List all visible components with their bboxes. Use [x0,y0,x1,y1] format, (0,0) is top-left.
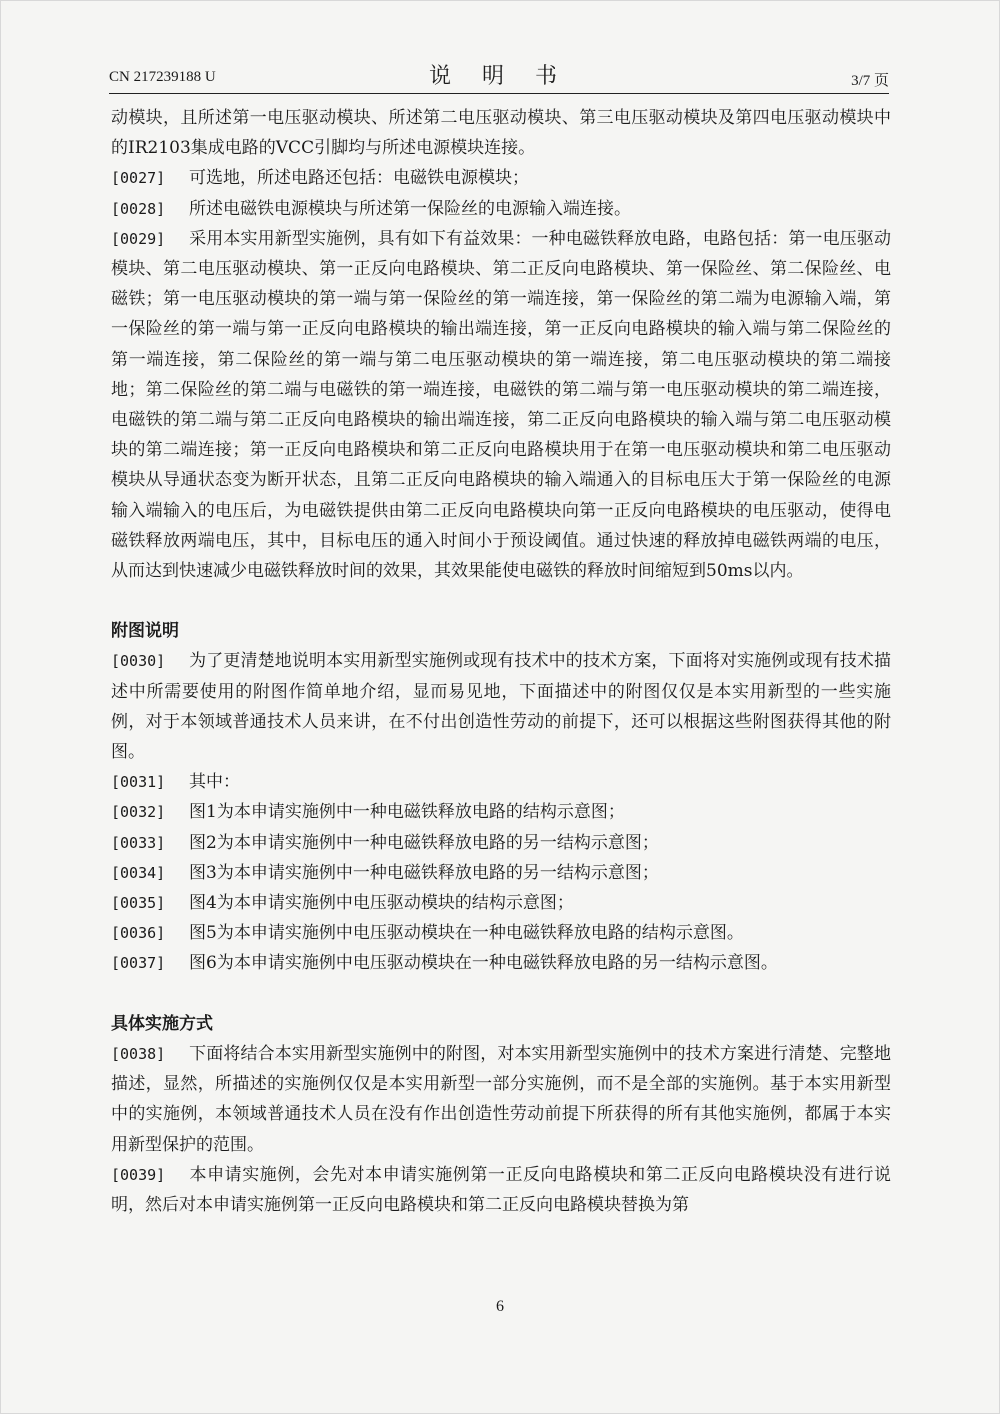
paragraph-number: [0027] [111,169,166,188]
paragraph-group [111,646,891,978]
paragraph-number: [0029] [111,229,166,248]
document-title: 说 明 书 [429,64,569,89]
paragraph-text: 可选地，所述电路还包括：电磁铁电源模块； [189,168,529,189]
numbered-paragraph [111,163,891,193]
paragraph-group [111,1039,891,1220]
section-heading-embodiments: 具体实施方式 [111,1013,213,1034]
page-reference: 3/7 页 [851,73,889,89]
numbered-paragraph [111,1039,891,1160]
paragraph-text: 下面将结合本实用新型实施例中的附图，对本实用新型实施例中的技术方案进行清楚、完整地描述，显然，所描述的实施例仅仅是本实用新型一部分实施例，而不是全部的实施例。基于本实用新型中的实施例，本领域普通技术人员在没有作出创造性劳动前提下所获得的所有其他实施例，都属于本实用新型保护的范围。 [111,1043,891,1155]
paragraph-text: 图1为本申请实施例中一种电磁铁释放电路的结构示意图； [189,802,625,823]
numbered-paragraph [111,888,891,918]
numbered-paragraph [111,858,891,888]
numbered-paragraph [111,828,891,858]
page-number: 6 [496,1298,504,1315]
paragraph-number: [0033] [111,833,166,852]
paragraph-number: [0032] [111,803,166,822]
paragraph-number: [0038] [111,1044,166,1063]
document-body [111,103,891,1220]
paragraph-number: [0037] [111,954,166,973]
paragraph-text: 图5为本申请实施例中电压驱动模块在一种电磁铁释放电路的结构示意图。 [189,923,744,944]
numbered-paragraph [111,194,891,224]
paragraph-text: 图3为本申请实施例中一种电磁铁释放电路的另一结构示意图； [189,862,659,883]
paragraph-number: [0035] [111,894,166,913]
paragraph-text: 本申请实施例，会先对本申请实施例第一正反向电路模块和第二正反向电路模块没有进行说明，然后对本申请实施例第一正反向电路模块和第二正反向电路模块替换为第 [111,1164,891,1215]
paragraph-number: [0028] [111,199,166,218]
paragraph-number: [0030] [111,652,166,671]
paragraph-group [111,163,891,586]
page-header [109,59,889,93]
paragraph-text: 为了更清楚地说明本实用新型实施例或现有技术中的技术方案，下面将对实施例或现有技术描述中所需要使用的附图作简单地介绍，显而易见地，下面描述中的附图仅仅是本实用新型的一些实施例，对于本领域普通技术人员来讲，在不付出创造性劳动的前提下，还可以根据这些附图获得其他的附图。 [111,651,891,763]
numbered-paragraph [111,224,891,586]
numbered-paragraph [111,918,891,948]
paragraph-text: 采用本实用新型实施例，具有如下有益效果：一种电磁铁释放电路，电路包括：第一电压驱动模块、第二电压驱动模块、第一正反向电路模块、第二正反向电路模块、第一保险丝、第二保险丝、电磁铁；第一电压驱动模块的第一端与第一保险丝的第一端连接，第一保险丝的第二端为电源输入端，第一保险丝的第一端与第一正反向电路模块的输出端连接，第一正反向电路模块的输入端与第二保险丝的第一端连接，第二保险丝的第一端与第二电压驱动模块的第一端连接，第二电压驱动模块的第二端接地；第二保险丝的第二端与电磁铁的第一端连接，电磁铁的第二端与第一电压驱动模块的第二端连接，电磁铁的第二端与第二正反向电路模块的输出端连接，第二正反向电路模块的输入端与第二电压驱动模块的第二端连接；第一正反向电路模块和第二正反向电路模块用于在第一电压驱动模块和第二电压驱动模块从导通状态变为断开状态，且第二正反向电路模块的输入端通入的目标电压大于第一保险丝的电源输入端输入的电压后，为电磁铁提供由第二正反向电路模块向第一正反向电路模块的电压驱动，使得电磁铁释放两端电压，其中，目标电压的通入时间小于预设阈值。通过快速的释放掉电磁铁两端的电压，从而达到快速减少电磁铁释放时间的效果，其效果能使电磁铁的释放时间缩短到50ms以内。 [111,228,891,582]
numbered-paragraph [111,1160,891,1220]
paragraph-text: 图6为本申请实施例中电压驱动模块在一种电磁铁释放电路的另一结构示意图。 [189,953,778,974]
paragraph-number: [0034] [111,863,166,882]
paragraph-number: [0036] [111,924,166,943]
numbered-paragraph [111,646,891,767]
paragraph-number: [0031] [111,773,166,792]
paragraph-text: 所述电磁铁电源模块与所述第一保险丝的电源输入端连接。 [189,198,631,219]
numbered-paragraph [111,767,891,797]
header-rule [109,93,889,94]
paragraph-text: 图4为本申请实施例中电压驱动模块的结构示意图； [189,893,574,914]
numbered-paragraph [111,797,891,827]
paragraph-text: 图2为本申请实施例中一种电磁铁释放电路的另一结构示意图； [189,832,659,853]
numbered-paragraph [111,948,891,978]
section-heading-figures: 附图说明 [111,621,179,642]
paragraph-text: 其中： [189,772,240,793]
paragraph-number: [0039] [111,1165,166,1184]
continued-paragraph: 动模块，且所述第一电压驱动模块、所述第二电压驱动模块、第三电压驱动模块及第四电压驱动模块中的IR2103集成电路的VCC引脚均与所述电源模块连接。 [111,108,891,159]
patent-number: CN 217239188 U [109,69,216,85]
